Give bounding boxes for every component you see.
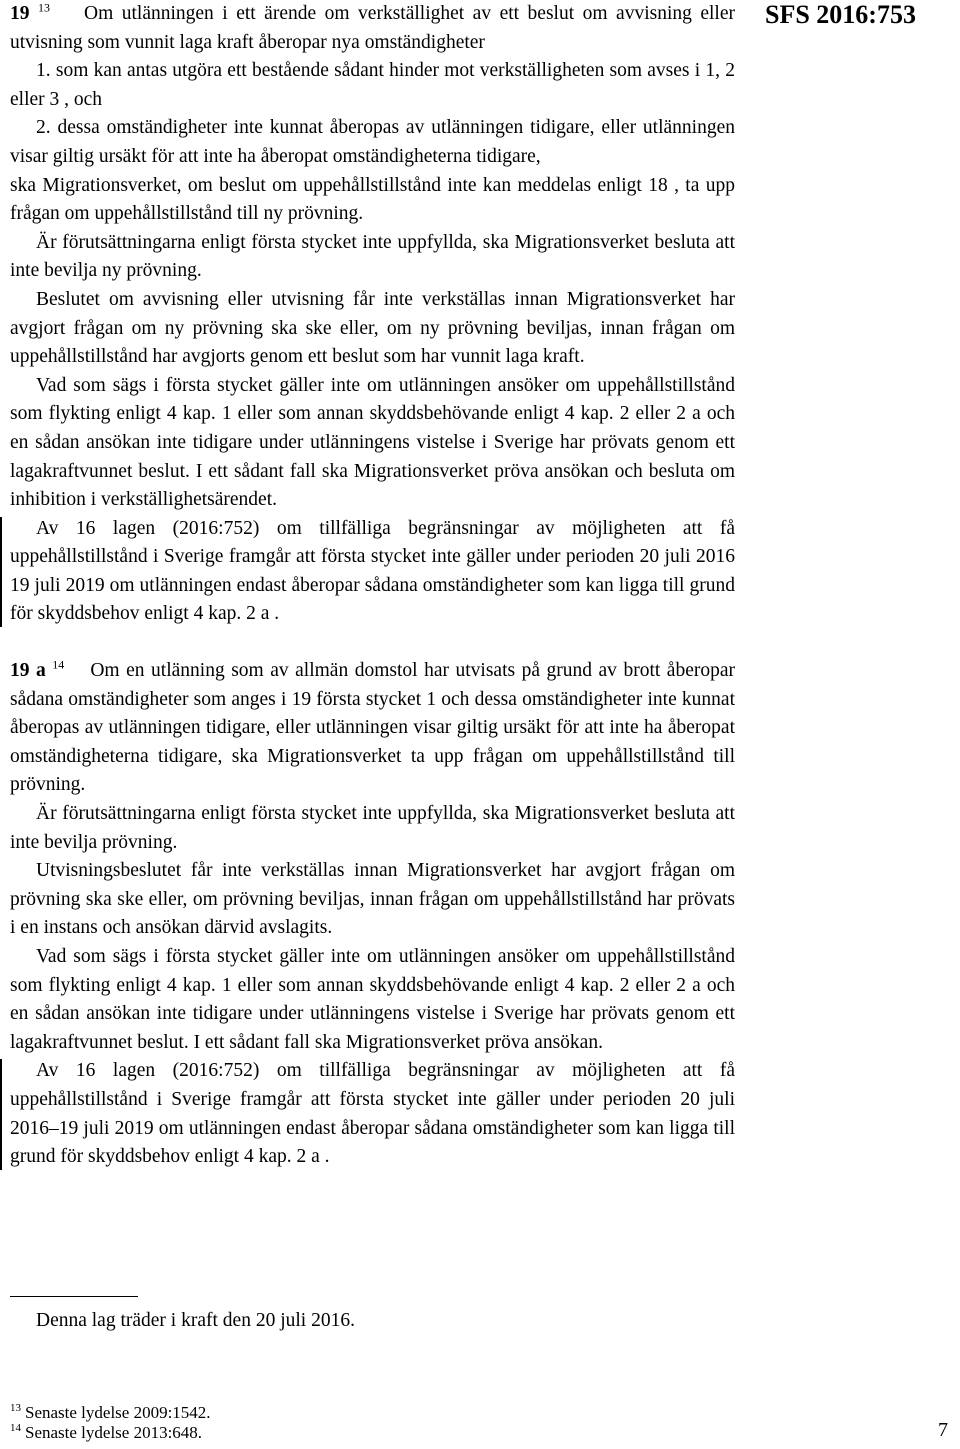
section-19-item-2: 2. dessa omständigheter inte kunnat åberopas av utlänningen tidigare, eller utlänningen visar giltig ursäkt för att inte ha åberopat omständigheterna tidigare, <box>10 117 735 167</box>
footnote-separator <box>10 1296 138 1297</box>
footnotes <box>10 1403 211 1443</box>
footnote-ref-14: 14 <box>52 657 65 672</box>
section-19-number: 19 <box>10 3 38 24</box>
section-19-intro-text: Om utlänningen i ett ärende om verkställighet av ett beslut om avvisning eller utvisning som vunnit laga kraft åberopar nya omständigheter <box>10 3 736 53</box>
section-19-paragraph-3: Beslutet om avvisning eller utvisning får inte verkställas innan Migrationsverket har avgjort frågan om ny prövning ska ske eller, om ny prövning beviljas, innan frågan om uppehållstillstånd har avgjorts genom ett beslut som har vunnit laga kraft. <box>10 288 735 368</box>
spacer <box>10 629 735 657</box>
section-19-intro <box>10 0 735 57</box>
section-19-paragraph-5: Av 16 lagen (2016:752) om tillfälliga begränsningar av möjligheten att få uppehållstillstånd i Sverige framgår att första stycket inte gäller under perioden 20 juli 2016 19 juli 2019 om utlänningen endast åberopar sådana omständigheter som kan ligga till grund för skyddsbehov enligt 4 kap. 2 a . <box>10 517 735 625</box>
section-19-main-clause: ska Migrationsverket, om beslut om uppehållstillstånd inte kan meddelas enligt 18 , ta upp frågan om uppehållstillstånd till ny prövning. <box>10 174 735 225</box>
section-19a-amended-paragraph <box>10 1057 735 1171</box>
section-19a-intro-text: Om en utlänning som av allmän domstol har utvisats på grund av brott åberopar sådana omständigheter som anges i 19 första stycket 1 och dessa omständigheter inte kunnat åberopas av utlänningen tidigare, eller utlänningen visar giltig ursäkt för att inte ha åberopat omständigheterna tidigare, ska Migrationsverket ta upp frågan om uppehållstillstånd till prövning. <box>10 660 735 796</box>
section-19-amended-paragraph <box>10 515 735 629</box>
section-19a-number: 19 a <box>10 660 53 682</box>
footnote-14-number: 14 <box>10 1422 21 1435</box>
footnote-13 <box>10 1403 211 1423</box>
footnote-13-text: Senaste lydelse 2009:1542. <box>25 1403 211 1422</box>
footnote-ref-13: 13 <box>38 0 50 15</box>
footnote-13-number: 13 <box>10 1402 21 1415</box>
page-number: 7 <box>938 1419 948 1441</box>
change-bar <box>0 1059 2 1169</box>
change-bar <box>0 517 2 627</box>
section-19-paragraph-2: Är förutsättningarna enligt första stycket inte uppfyllda, ska Migrationsverket besluta att inte bevilja ny prövning. <box>10 231 735 282</box>
entry-into-force: Denna lag träder i kraft den 20 juli 2016. <box>36 1310 355 1331</box>
sfs-number: SFS 2016:753 <box>765 0 916 29</box>
footnote-14 <box>10 1423 211 1443</box>
section-19-paragraph-4: Vad som sägs i första stycket gäller inte om utlänningen ansöker om uppehållstillstånd som flykting enligt 4 kap. 1 eller som annan skyddsbehövande enligt 4 kap. 2 eller 2 a och en sådan ansökan inte tidigare under utlänningens vistelse i Sverige har prövats genom ett lagakraftvunnet beslut. I ett sådant fall ska Migrationsverket pröva ansökan och besluta om inhibition i verkställighetsärendet. <box>10 374 735 511</box>
section-19a-paragraph-3: Utvisningsbeslutet får inte verkställas innan Migrationsverket har avgjort frågan om prövning ska ske eller, om prövning beviljas, innan frågan om uppehållstillstånd har prövats i en instans och ansökan därvid avslagits. <box>10 860 735 939</box>
section-19a-paragraph-2: Är förutsättningarna enligt första stycket inte uppfyllda, ska Migrationsverket besluta att inte bevilja prövning. <box>10 803 735 853</box>
section-19a-intro <box>10 657 735 800</box>
section-19a-paragraph-4: Vad som sägs i första stycket gäller inte om utlänningen ansöker om uppehållstillstånd som flykting enligt 4 kap. 1 eller som annan skyddsbehövande enligt 4 kap. 2 eller 2 a och en sådan ansökan inte tidigare under utlänningens vistelse i Sverige har prövats genom ett lagakraftvunnet beslut. I ett sådant fall ska Migrationsverket pröva ansökan. <box>10 946 735 1053</box>
section-19-item-1: 1. som kan antas utgöra ett bestående sådant hinder mot verkställigheten som avses i 1, 2 eller 3 , och <box>10 60 735 110</box>
law-text <box>10 0 735 1172</box>
footnote-14-text: Senaste lydelse 2013:648. <box>25 1423 203 1442</box>
section-19a-paragraph-5: Av 16 lagen (2016:752) om tillfälliga begränsningar av möjligheten att få uppehållstillstånd i Sverige framgår att första stycket inte gäller under perioden 20 juli 2016–19 juli 2019 om utlänningen endast åberopar sådana omständigheter som kan ligga till grund för skyddsbehov enligt 4 kap. 2 a . <box>10 1060 735 1168</box>
